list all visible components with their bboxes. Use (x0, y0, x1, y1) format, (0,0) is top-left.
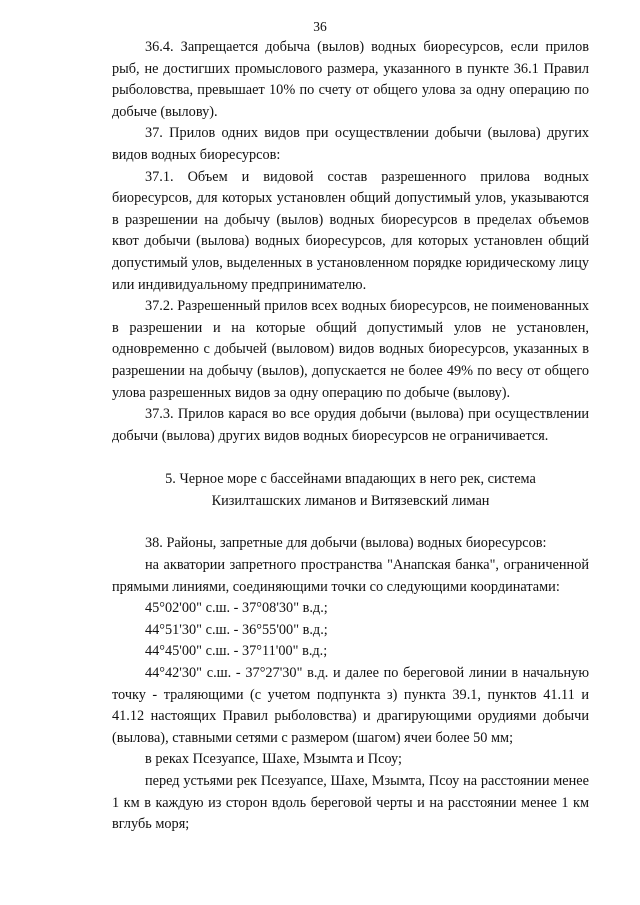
paragraph-37: 37. Прилов одних видов при осуществлении добычи (вылова) других видов водных биоресурсов: (112, 125, 589, 163)
paragraph-38-title: 38. Районы, запретные для добычи (вылова) водных биоресурсов: (145, 535, 547, 552)
paragraph-river-mouths: перед устьями рек Псезуапсе, Шахе, Мзымта, Псоу на расстоянии менее 1 км в каждую из сторон вдоль береговой черты и на расстоянии менее 1 км вглубь моря; (112, 773, 589, 833)
spacer (112, 447, 589, 469)
coordinate-line: 44°45'00" с.ш. - 37°11'00" в.д.; (145, 643, 328, 660)
paragraph-37-3: 37.3. Прилов карася во все орудия добычи (вылова) при осуществлении добычи (вылова) других видов водных биоресурсов не ограничивается. (112, 406, 589, 444)
section-heading-line-1: 5. Черное море с бассейнами впадающих в него рек, система (165, 471, 536, 488)
coordinate-line: 44°51'30" с.ш. - 36°55'00" в.д.; (145, 621, 328, 638)
paragraph-37-2: 37.2. Разрешенный прилов всех водных биоресурсов, не поименованных в разрешении и на которые общий допустимый улов не установлен, одновременно с добычей (выловом) видов водных биоресурсов, указанных в разрешении на добычу (вылов), допускается не более 49% по весу от общего улова разрешенных видов за одну операцию по добыче (вылову). (112, 298, 589, 401)
coordinate-line: 45°02'00" с.ш. - 37°08'30" в.д.; (145, 600, 328, 617)
paragraph-rivers: в реках Псезуапсе, Шахе, Мзымта и Псоу; (145, 751, 402, 768)
paragraph-38-intro: на акватории запретного пространства "Анапская банка", ограниченной прямыми линиями, соединяющими точки со следующими координатами: (112, 557, 589, 595)
document-body (112, 37, 589, 836)
paragraph-36-4: 36.4. Запрещается добыча (вылов) водных биоресурсов, если прилов рыб, не достигших промыслового размера, указанного в пункте 36.1 Правил рыболовства, превышает 10% по счету от общего улова за одну операцию по добыче (вылову). (112, 39, 589, 120)
spacer (112, 512, 589, 533)
page-number: 36 (313, 19, 327, 34)
coordinate-line-last: 44°42'30" с.ш. - 37°27'30" в.д. и далее по береговой линии в начальную точку - траляющими (с учетом подпункта з) пункта 39.1, пунктов 41.11 и 41.12 настоящих Правил рыболовства) и драгирующими орудиями добычи (вылова), ставными сетями с размером (шагом) ячеи более 50 мм; (112, 665, 589, 746)
section-heading-line-2: Кизилташских лиманов и Витязевский лиман (211, 492, 490, 509)
paragraph-37-1: 37.1. Объем и видовой состав разрешенного прилова водных биоресурсов, для которых установлен общий допустимый улов, указываются в разрешении на добычу (вылов) водных биоресурсов в пределах объемов квот добычи (вылова) водных биоресурсов, для которых установлен общий допустимый улов, выделенных в установленном порядке юридическому лицу или индивидуальному предпринимателю. (112, 168, 589, 293)
